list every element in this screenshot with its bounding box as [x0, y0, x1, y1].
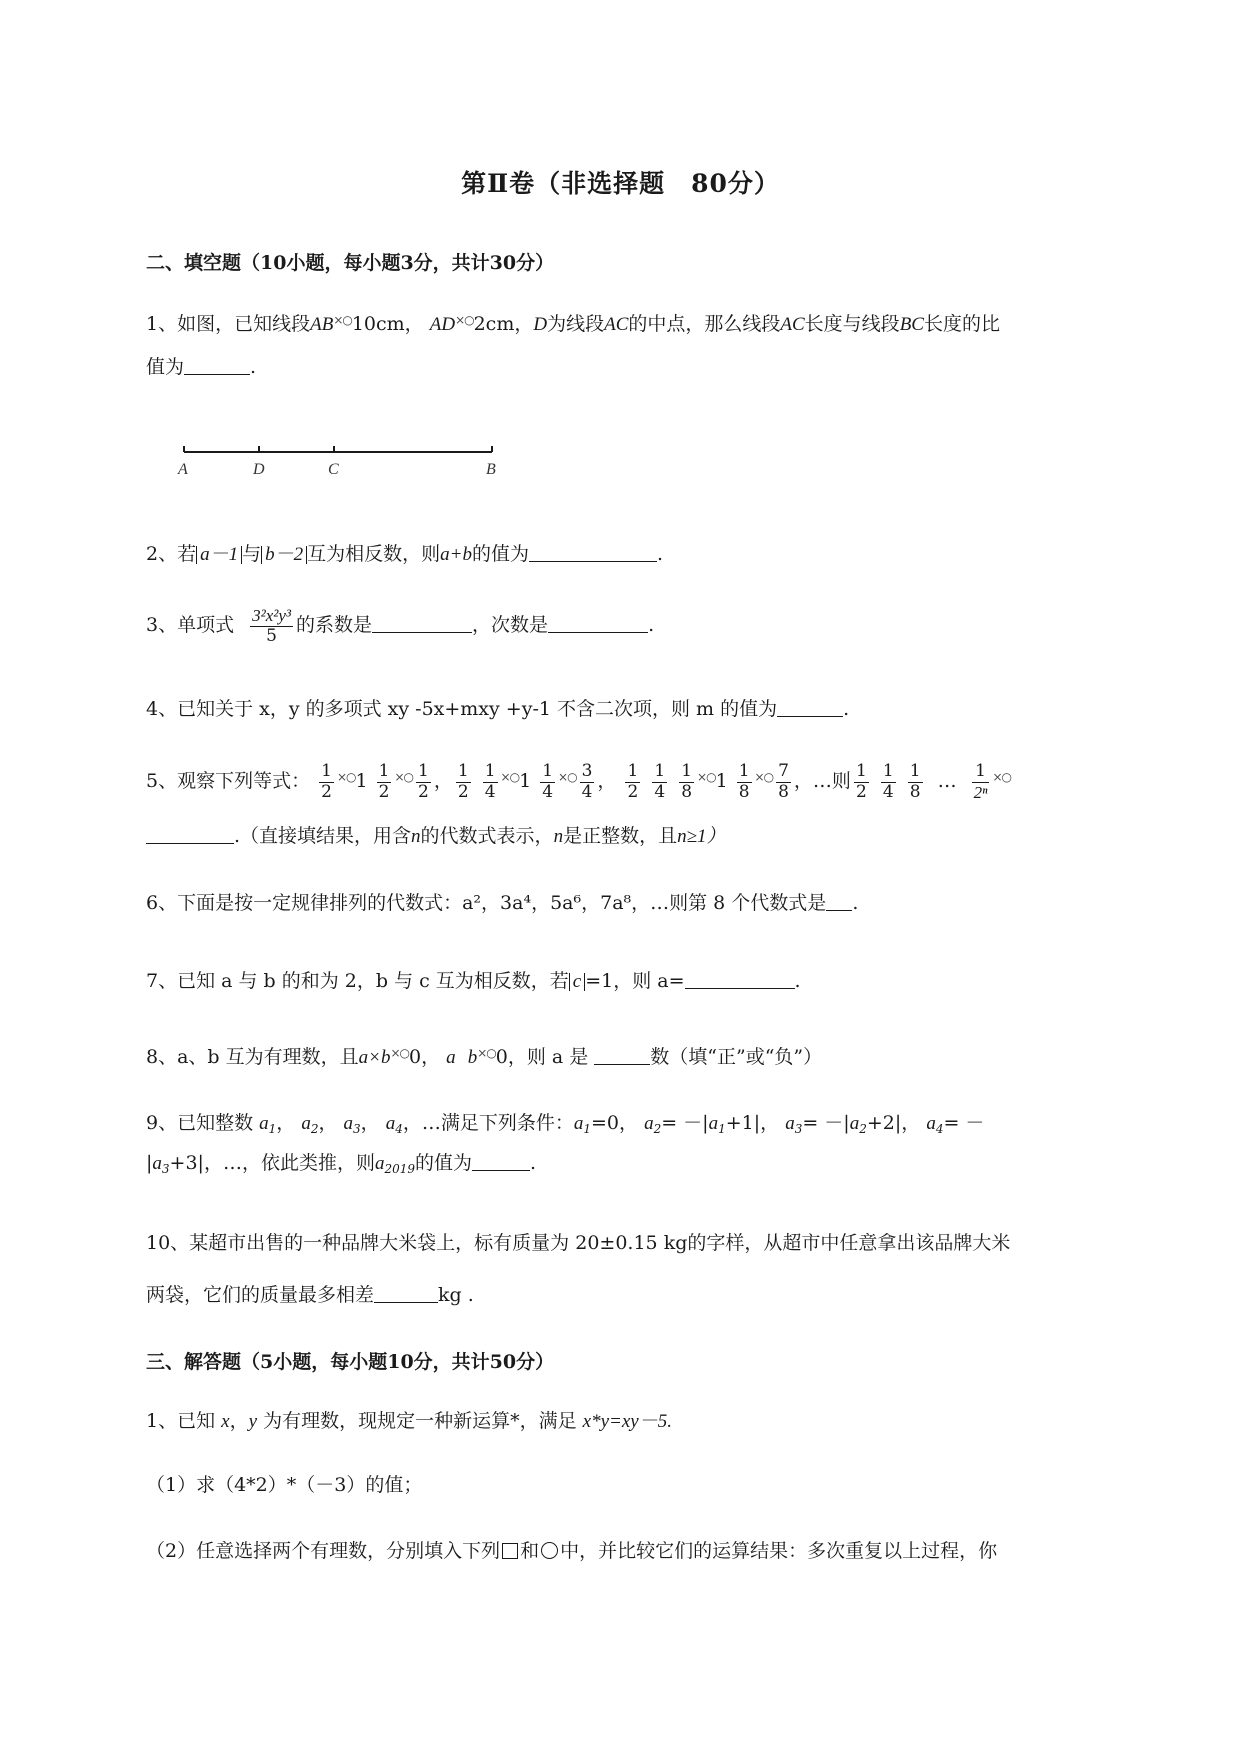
question-5-line-1: 5、观察下列等式： $\frac{1}{2}$ ×○1 $\frac{1}{2}$ ×○ $\frac{1}{2}$ ， $\frac{1}{2}$ $\frac{1}{4}$ ×○1 $\frac{1}{4}$ ×○ $\frac{3}{4}$ ， $\frac{1}{2}$ $\frac{1}{4}$ $\frac{1}{8}$ ×○1 $\frac{1}{8}$ ×○ $\frac{7}{8}$ ，…则 $\frac{1}{2}$ $\frac{1}{4}$ $\frac{1}{8}$ … $\frac{1}{\text{2ⁿ}}$ ×○	[146, 761, 1011, 802]
fraction: $\frac{1}{4}$	[484, 761, 496, 802]
label-b: B	[486, 461, 496, 478]
question-8: 8、a、b 互为有理数，且a×b×○0， a b×○0，则 a 是 数（填“正”或“负”）	[146, 1046, 823, 1068]
question-5-line-2: .（直接填结果，用含n的代数式表示，n是正整数，且n≥1）	[146, 825, 726, 849]
answer-blank[interactable]	[529, 543, 657, 562]
question-6: 6、下面是按一定规律排列的代数式：a²，3a⁴，5a⁶，7a⁸，…则第 8 个代数式是 .	[146, 892, 859, 914]
answer-question-1-part-2: （2）任意选择两个有理数，分别填入下列 和 中，并比较它们的运算结果：多次重复以上过程，你	[146, 1540, 998, 1562]
question-1-line-2: 值为 .	[146, 356, 257, 378]
circle-symbol	[541, 1542, 558, 1559]
label-a: A	[178, 461, 188, 478]
answer-blank[interactable]	[184, 356, 250, 375]
answer-blank[interactable]	[594, 1046, 650, 1065]
answer-blank[interactable]	[146, 825, 234, 844]
section-answer-title: 三、解答题（5小题，每小题10分，共计50分）	[146, 1351, 555, 1373]
answer-blank[interactable]	[548, 614, 648, 633]
fraction: $\frac{1}{2}$	[457, 761, 469, 802]
answer-question-1: 1、已知 x，y 为有理数，现规定一种新运算*，满足 x*y=xy－5.	[146, 1410, 672, 1432]
fraction: $\frac{1}{2}$	[321, 761, 332, 802]
fraction: $\frac{1}{2}$	[418, 761, 429, 802]
fraction: $\frac{3}{4}$	[581, 761, 593, 802]
answer-blank[interactable]	[472, 1152, 530, 1171]
question-10-line-2: 两袋，它们的质量最多相差 kg .	[146, 1284, 474, 1306]
answer-question-1-part-1: （1）求（4*2）*（－3）的值；	[146, 1474, 423, 1496]
square-symbol	[502, 1543, 518, 1559]
question-10-line-1: 10、某超市出售的一种品牌大米袋上，标有质量为 20±0.15 kg的字样，从超市中任意拿出该品牌大米	[146, 1232, 1011, 1254]
fraction: $\frac{1}{8}$	[909, 761, 921, 802]
fraction: $\frac{1}{2}$	[378, 761, 390, 802]
fraction: $\frac{1}{4}$	[882, 761, 894, 802]
question-2: 2、若 a－1 与 b－2 互为相反数，则a+b的值为 .	[146, 543, 664, 565]
fraction: $\frac{7}{8}$	[778, 761, 789, 802]
monomial-fraction: $\frac{\text{3²x²y³}}{5}$	[252, 606, 292, 646]
fraction: $\frac{1}{2}$	[627, 761, 639, 802]
page-title: 第Ⅱ卷（非选择题 80分）	[461, 169, 780, 198]
fraction: $\frac{1}{8}$	[681, 761, 693, 802]
question-4: 4、已知关于 x，y 的多项式 xy -5x+mxy +y-1 不含二次项，则 m 的值为 .	[146, 698, 850, 720]
question-7: 7、已知 a 与 b 的和为 2，b 与 c 互为相反数，若 c =1，则 a= .	[146, 970, 801, 992]
fraction: $\frac{1}{8}$	[738, 761, 750, 802]
label-d: D	[253, 461, 265, 478]
section-fill-blank-title: 二、填空题（10小题，每小题3分，共计30分）	[146, 252, 555, 274]
question-9-line-1: 9、已知整数 $a_1$， $a_2$， $a_3$， $a_4$，…满足下列条件：$a_1=0$， $a_2= -|a_1+1|$， $a_3= -|a_2+2|$， $a_4=$ －	[146, 1112, 985, 1136]
answer-blank[interactable]	[372, 614, 472, 633]
question-9-line-2: $|a_3+3|$，…，依此类推，则$a_{2019}$的值为 .	[146, 1152, 537, 1176]
answer-blank[interactable]	[374, 1284, 438, 1303]
fraction: $\frac{1}{4}$	[654, 761, 666, 802]
segment-figure	[170, 438, 510, 488]
answer-blank[interactable]	[685, 970, 795, 989]
fraction: $\frac{1}{2}$	[855, 761, 867, 802]
fraction: $\frac{1}{\text{2ⁿ}}$	[973, 761, 988, 802]
question-3: 3、单项式 $\frac{\text{3²x²y³}}{5}$ 的系数是 ，次数是 .	[146, 606, 655, 646]
label-c: C	[328, 461, 339, 478]
answer-blank[interactable]	[777, 698, 843, 717]
fraction: $\frac{1}{4}$	[542, 761, 554, 802]
question-1-line-1: 1、如图，已知线段AB×○10cm， AD×○2cm，D为线段AC的中点，那么线段AC长度与线段BC长度的比	[146, 313, 1000, 335]
answer-blank[interactable]	[826, 892, 852, 911]
